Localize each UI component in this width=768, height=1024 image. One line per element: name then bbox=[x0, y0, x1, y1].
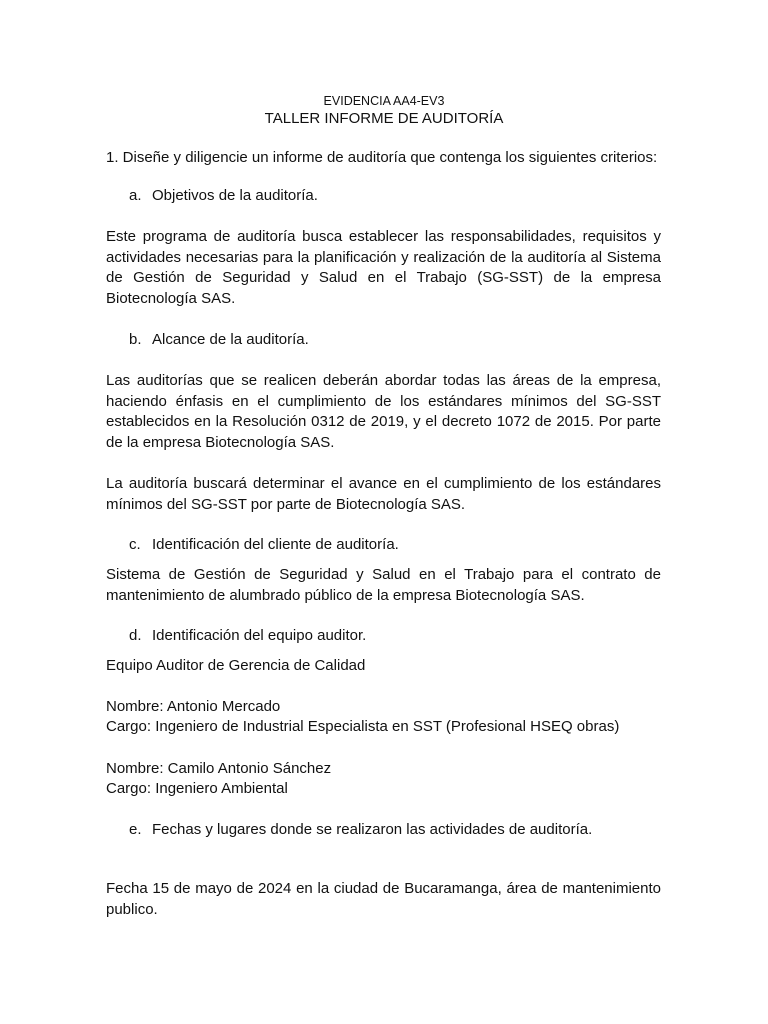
member-1-role: Cargo: Ingeniero de Industrial Especialista en SST (Profesional HSEQ obras) bbox=[106, 718, 620, 735]
question-text: 1. Diseñe y diligencie un informe de auditoría que contenga los siguientes criterios: bbox=[106, 149, 658, 166]
evidence-code: EVIDENCIA AA4-EV3 bbox=[323, 94, 445, 108]
section-b-letter: b. bbox=[129, 331, 142, 348]
section-a-paragraph: Este programa de auditoría busca establecer las responsabilidades, requisitos y actividades necesarias para la planificación y realización de la auditoría al Sistema de Gestión de Seguridad y Salud en el Trabajo (SG-SST) de la empresa Biotecnología SAS. bbox=[106, 228, 661, 307]
document-title: TALLER INFORME DE AUDITORÍA bbox=[264, 110, 504, 127]
section-d-heading bbox=[129, 626, 669, 646]
section-c-paragraph: Sistema de Gestión de Seguridad y Salud en el Trabajo para el contrato de mantenimiento de alumbrado público de la empresa Biotecnología SAS. bbox=[106, 566, 661, 604]
section-e-letter: e. bbox=[129, 821, 142, 838]
member-1-name: Nombre: Antonio Mercado bbox=[106, 698, 281, 715]
section-a-letter: a. bbox=[129, 187, 142, 204]
member-2-name: Nombre: Camilo Antonio Sánchez bbox=[106, 760, 332, 777]
section-e-title: Fechas y lugares donde se realizaron las actividades de auditoría. bbox=[152, 821, 593, 838]
section-c-letter: c. bbox=[129, 536, 141, 553]
section-b-title: Alcance de la auditoría. bbox=[152, 331, 309, 348]
section-a-title: Objetivos de la auditoría. bbox=[152, 187, 318, 204]
audit-team: Equipo Auditor de Gerencia de Calidad bbox=[106, 657, 366, 674]
section-b-paragraph-1: Las auditorías que se realicen deberán abordar todas las áreas de la empresa, haciendo énfasis en el cumplimiento de los estándares mínimos del SG-SST establecidos en la Resolución 0312 de 2019, y el decreto 1072 de 2015. Por parte de la empresa Biotecnología SAS. bbox=[106, 372, 661, 451]
section-e-paragraph: Fecha 15 de mayo de 2024 en la ciudad de Bucaramanga, área de mantenimiento publico. bbox=[106, 880, 661, 918]
section-e-heading bbox=[129, 820, 669, 840]
section-b-heading bbox=[129, 330, 669, 350]
section-c-title: Identificación del cliente de auditoría. bbox=[152, 536, 399, 553]
section-c-heading bbox=[129, 535, 669, 555]
section-a-heading bbox=[129, 186, 669, 206]
section-d-letter: d. bbox=[129, 627, 142, 644]
section-b-paragraph-2: La auditoría buscará determinar el avance en el cumplimiento de los estándares mínimos del SG-SST por parte de Biotecnología SAS. bbox=[106, 475, 661, 513]
section-d-title: Identificación del equipo auditor. bbox=[152, 627, 367, 644]
member-2-role: Cargo: Ingeniero Ambiental bbox=[106, 780, 288, 797]
